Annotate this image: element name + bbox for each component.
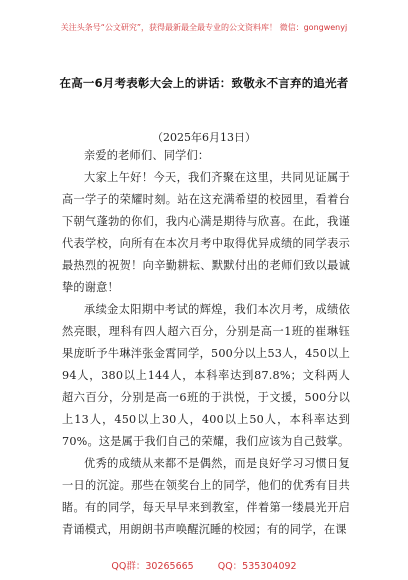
salutation: 亲爱的老师们、同学们： <box>84 149 210 162</box>
footer-qq-contact: QQ：535304092 <box>217 561 297 572</box>
paragraph-habits: 优秀的成绩从来都不是偶然，而是良好学习习惯日复一日的沉淀。那些在领奖台上的同学，他们的优秀有目共睹。有的同学，每天早早来到教室，伴着第一缕晨光开启青诵模式，用朗朗书声唤醒沉睡的校园；有的同学，在课 <box>62 457 350 536</box>
document-body <box>62 145 350 541</box>
header-banner: 关注头条号“公文研究”，获得最新最全最专业的公文资料库！ 微信：gongwenyj <box>60 23 348 32</box>
document-title: 在高一6月考表彰大会上的讲话：致敬永不言弃的追光者 <box>59 76 349 90</box>
footer-contact <box>0 558 408 572</box>
footer-qq-group: QQ群：30265665 <box>111 561 194 572</box>
paragraph-greeting: 大家上午好！今天，我们齐聚在这里，共同见证属于高一学子的荣耀时刻。站在这充满希望的校园里，看着台下朝气蓬勃的你们，我内心满是期待与欣喜。在此，我谨代表学校，向所有在本次月考中取得优异成绩的同学表示最热烈的祝贺！向辛勤耕耘、默默付出的老师们致以最诚挚的谢意！ <box>62 171 350 294</box>
paragraph-results: 承续金太阳期中考试的辉煌，我们本次月考，成绩依然亮眼，理科有四人超六百分，分别是高一1班的崔琳钰果庞昕予牛琳泮张金霄同学，500分以上53人，450以上94人，380以上144人，本科率达到87.8%；文科两人超六百分，分别是高一6班的于洪悦，于文援，500分以上13人，450以上30人，400以上50人，本科率达到70%。这是属于我们自己的荣耀，我们应该为自己鼓掌。 <box>62 303 350 448</box>
document-date: （2025年6月13日） <box>152 131 256 144</box>
